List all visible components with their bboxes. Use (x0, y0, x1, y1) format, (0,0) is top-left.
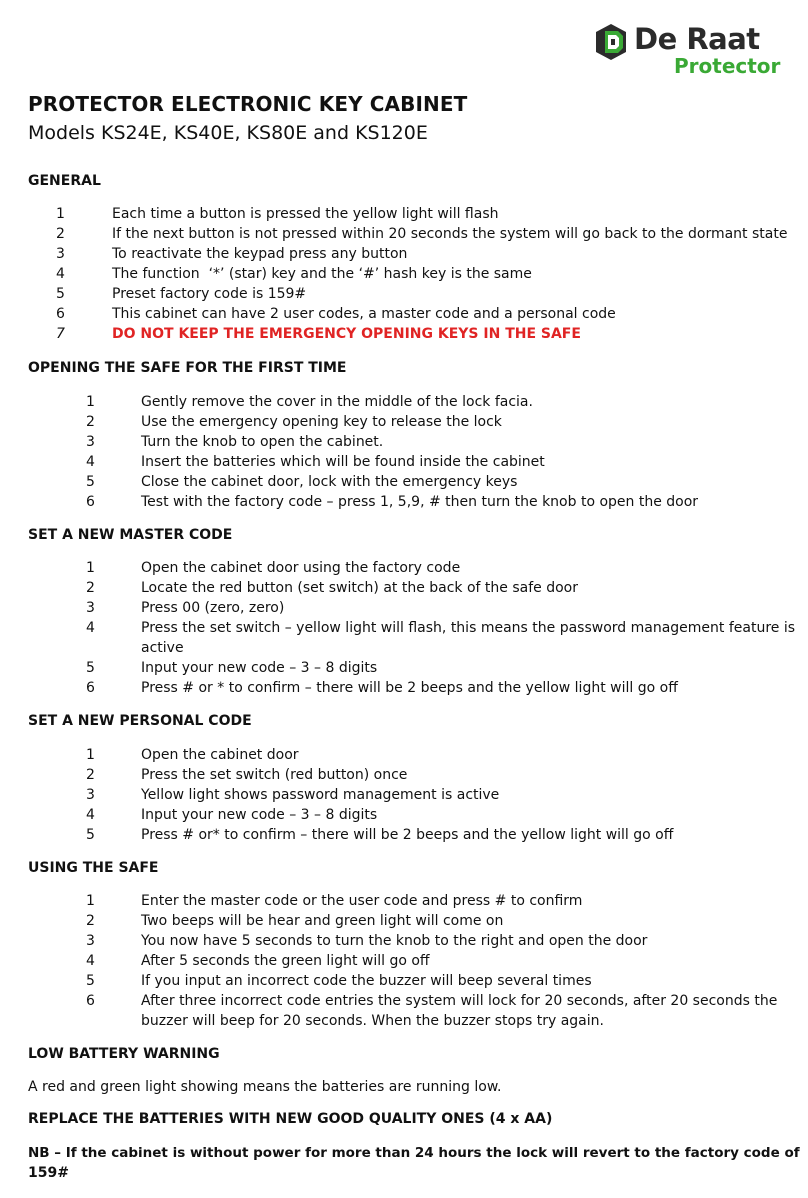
item-number: 2 (56, 226, 65, 242)
replace-batteries-note: REPLACE THE BATTERIES WITH NEW GOOD QUALITY ONES (4 x AA) (28, 1111, 553, 1127)
item-number: 5 (86, 660, 95, 676)
item-text: Insert the batteries which will be found inside the cabinet (141, 454, 545, 470)
item-text: The function ‘*’ (star) key and the ‘#’ hash key is the same (112, 266, 532, 282)
item-number: 2 (86, 913, 95, 929)
item-number: 3 (86, 787, 95, 803)
section-heading-using-safe: USING THE SAFE (28, 860, 159, 876)
item-number: 1 (86, 747, 95, 763)
item-number: 5 (56, 286, 65, 302)
item-number: 1 (56, 206, 65, 222)
item-text: After three incorrect code entries the system will lock for 20 seconds, after 20 seconds the (141, 993, 778, 1009)
item-number: 3 (56, 246, 65, 262)
item-text: Press # or* to confirm – there will be 2 beeps and the yellow light will go off (141, 827, 674, 843)
item-text: After 5 seconds the green light will go off (141, 953, 430, 969)
item-text: If you input an incorrect code the buzzer will beep several times (141, 973, 592, 989)
item-number: 1 (86, 893, 95, 909)
section-heading-personal-code: SET A NEW PERSONAL CODE (28, 713, 252, 729)
item-number: 3 (86, 600, 95, 616)
item-number: 1 (86, 560, 95, 576)
item-text: Press the set switch – yellow light will flash, this means the password management feature is (141, 620, 796, 636)
item-number: 4 (86, 953, 95, 969)
section-heading-master-code: SET A NEW MASTER CODE (28, 527, 233, 543)
item-text: Press 00 (zero, zero) (141, 600, 285, 616)
item-text-continued: buzzer will beep for 20 seconds. When the buzzer stops try again. (141, 1013, 604, 1029)
brand-name: De Raat (634, 22, 760, 56)
item-text: If the next button is not pressed within 20 seconds the system will go back to the dormant state (112, 226, 788, 242)
item-number: 1 (86, 394, 95, 410)
item-number: 2 (86, 767, 95, 783)
low-battery-text: A red and green light showing means the batteries are running low. (28, 1079, 502, 1095)
section-heading-general: GENERAL (28, 173, 101, 189)
item-number: 5 (86, 474, 95, 490)
item-text: Close the cabinet door, lock with the emergency keys (141, 474, 518, 490)
item-text: Enter the master code or the user code and press # to confirm (141, 893, 583, 909)
nb-note-line1: NB – If the cabinet is without power for more than 24 hours the lock will revert to the factory code of (28, 1145, 800, 1161)
emergency-keys-warning: DO NOT KEEP THE EMERGENCY OPENING KEYS IN THE SAFE (112, 326, 581, 342)
item-text: This cabinet can have 2 user codes, a master code and a personal code (112, 306, 616, 322)
item-number: 4 (86, 454, 95, 470)
item-number: 6 (86, 680, 95, 696)
item-number: 2 (86, 580, 95, 596)
item-number: 5 (86, 973, 95, 989)
item-text: Input your new code – 3 – 8 digits (141, 807, 378, 823)
item-number: 7 (56, 326, 65, 342)
item-text-continued: active (141, 640, 184, 656)
item-text: Use the emergency opening key to release the lock (141, 414, 502, 430)
item-number: 4 (86, 807, 95, 823)
item-number: 6 (86, 993, 95, 1009)
item-text: Open the cabinet door (141, 747, 299, 763)
item-number: 6 (56, 306, 65, 322)
section-heading-first-time: OPENING THE SAFE FOR THE FIRST TIME (28, 360, 347, 376)
section-heading-low-battery: LOW BATTERY WARNING (28, 1046, 220, 1062)
item-text: Each time a button is pressed the yellow light will flash (112, 206, 499, 222)
item-text: Press # or * to confirm – there will be 2 beeps and the yellow light will go off (141, 680, 678, 696)
de-raat-logo-icon (594, 23, 628, 61)
item-text: Two beeps will be hear and green light will come on (141, 913, 504, 929)
document-title: PROTECTOR ELECTRONIC KEY CABINET (28, 92, 468, 116)
item-text: Gently remove the cover in the middle of the lock facia. (141, 394, 533, 410)
document-subtitle: Models KS24E, KS40E, KS80E and KS120E (28, 122, 428, 144)
item-text: Input your new code – 3 – 8 digits (141, 660, 378, 676)
nb-note-line2: 159# (28, 1165, 69, 1181)
item-text: Press the set switch (red button) once (141, 767, 408, 783)
item-number: 4 (86, 620, 95, 636)
item-text: Turn the knob to open the cabinet. (141, 434, 384, 450)
item-number: 3 (86, 933, 95, 949)
brand-sub: Protector (674, 54, 781, 78)
item-text: Locate the red button (set switch) at the back of the safe door (141, 580, 578, 596)
item-text: You now have 5 seconds to turn the knob to the right and open the door (141, 933, 648, 949)
item-text: Yellow light shows password management is active (141, 787, 500, 803)
item-number: 5 (86, 827, 95, 843)
item-number: 3 (86, 434, 95, 450)
item-text: Preset factory code is 159# (112, 286, 307, 302)
brand-logo (590, 18, 790, 80)
item-text: Open the cabinet door using the factory code (141, 560, 461, 576)
item-number: 4 (56, 266, 65, 282)
item-text: Test with the factory code – press 1, 5,9, # then turn the knob to open the door (141, 494, 699, 510)
item-number: 2 (86, 414, 95, 430)
item-number: 6 (86, 494, 95, 510)
item-text: To reactivate the keypad press any button (112, 246, 408, 262)
